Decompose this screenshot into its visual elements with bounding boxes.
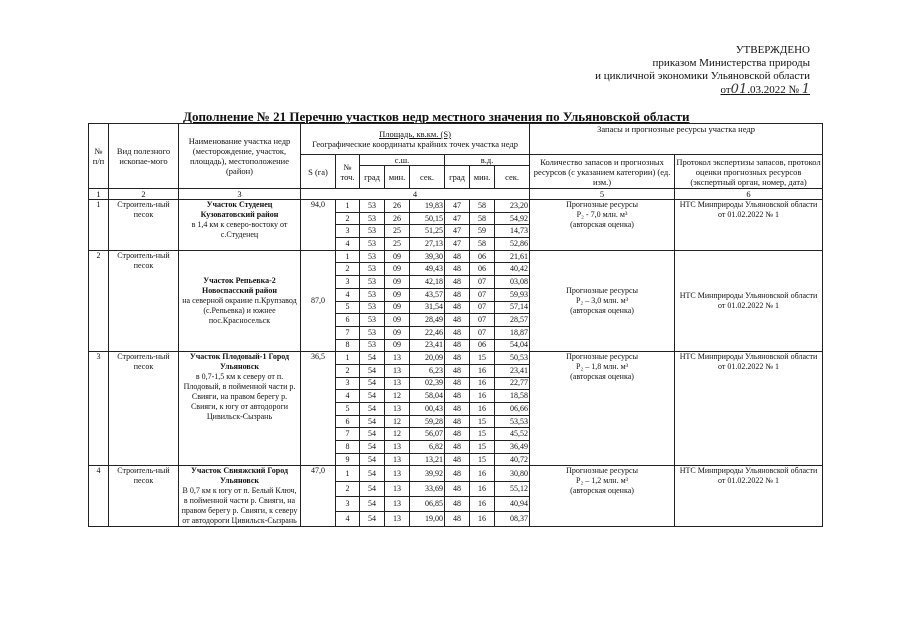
lon-deg: 48 <box>445 326 470 339</box>
lat-deg: 54 <box>360 377 385 390</box>
lon-deg: 48 <box>445 403 470 416</box>
mineral-type: Строитель-ный песок <box>109 352 179 466</box>
lon-sec: 40,42 <box>495 263 530 276</box>
lat-deg: 53 <box>360 326 385 339</box>
lon-min: 16 <box>470 512 495 527</box>
lat-sec: 42,18 <box>410 276 445 289</box>
lon-deg: 47 <box>445 212 470 225</box>
lon-deg: 47 <box>445 238 470 251</box>
point-num: 1 <box>336 200 360 213</box>
approval-date-prefix: от <box>720 84 731 96</box>
lat-sec: 6,23 <box>410 364 445 377</box>
point-num: 4 <box>336 512 360 527</box>
row-number: 1 <box>89 200 109 251</box>
lat-sec: 20,09 <box>410 352 445 365</box>
lat-deg: 54 <box>360 364 385 377</box>
point-num: 3 <box>336 225 360 238</box>
lon-sec: 50,53 <box>495 352 530 365</box>
lon-deg: 48 <box>445 453 470 466</box>
point-num: 4 <box>336 288 360 301</box>
point-num: 7 <box>336 326 360 339</box>
lat-deg: 54 <box>360 352 385 365</box>
lon-sec: 21,61 <box>495 250 530 263</box>
reserves-line2: P₂ – 1,8 млн. м³ <box>576 362 629 372</box>
expert-protocol: НТС Минприроды Ульяновской области от 01.02.2022 № 1 <box>675 250 823 352</box>
header-east-sec: сек. <box>495 166 530 189</box>
lon-sec: 59,93 <box>495 288 530 301</box>
point-num: 5 <box>336 301 360 314</box>
lon-deg: 48 <box>445 512 470 527</box>
approval-number: 1 <box>801 82 810 97</box>
point-num: 2 <box>336 481 360 496</box>
lat-deg: 53 <box>360 238 385 251</box>
site-title: Участок Репьевка-2 Новоспасский район <box>201 276 278 295</box>
lat-sec: 02,39 <box>410 377 445 390</box>
point-num: 3 <box>336 496 360 511</box>
lon-sec: 18,87 <box>495 326 530 339</box>
lon-sec: 40,72 <box>495 453 530 466</box>
lat-min: 09 <box>385 250 410 263</box>
lat-deg: 53 <box>360 301 385 314</box>
reserves-line1: Прогнозные ресурсы <box>566 352 638 362</box>
mineral-type: Строитель-ный песок <box>109 200 179 251</box>
table-row <box>89 466 823 481</box>
lat-deg: 54 <box>360 466 385 481</box>
lon-sec: 53,53 <box>495 415 530 428</box>
lon-sec: 36,49 <box>495 441 530 454</box>
lon-min: 07 <box>470 276 495 289</box>
lat-sec: 51,25 <box>410 225 445 238</box>
site-location: на северной окраине п.Крупзавод (с.Репьевка) и южнее пос.Красносельск <box>182 296 297 325</box>
header-name: Наименование участка недр (месторождение, участок, площадь), местоположение (район) <box>179 124 301 189</box>
lon-min: 07 <box>470 326 495 339</box>
lat-deg: 53 <box>360 250 385 263</box>
lon-deg: 48 <box>445 428 470 441</box>
point-num: 3 <box>336 377 360 390</box>
lat-deg: 54 <box>360 403 385 416</box>
site-name <box>179 466 301 527</box>
point-num: 9 <box>336 453 360 466</box>
lat-min: 13 <box>385 441 410 454</box>
lon-min: 16 <box>470 496 495 511</box>
lat-min: 13 <box>385 453 410 466</box>
lat-min: 13 <box>385 512 410 527</box>
lon-deg: 48 <box>445 466 470 481</box>
site-location: в 1,4 км к северо-востоку от с.Студенец <box>191 220 288 239</box>
col-number: 6 <box>675 189 823 200</box>
reserves-line2: P₂ - 7,0 млн. м³ <box>576 210 628 219</box>
reserves-line2: P₂ – 1,2 млн. м³ <box>576 476 629 486</box>
lon-deg: 48 <box>445 481 470 496</box>
lat-min: 09 <box>385 326 410 339</box>
lon-min: 07 <box>470 301 495 314</box>
lon-deg: 48 <box>445 390 470 403</box>
lat-min: 13 <box>385 496 410 511</box>
lat-sec: 27,13 <box>410 238 445 251</box>
lat-deg: 54 <box>360 453 385 466</box>
lat-sec: 50,15 <box>410 212 445 225</box>
lat-min: 09 <box>385 276 410 289</box>
lon-deg: 48 <box>445 415 470 428</box>
lat-deg: 54 <box>360 496 385 511</box>
reserves-line1: Прогнозные ресурсы <box>566 466 638 476</box>
lon-min: 15 <box>470 415 495 428</box>
header-north-min: мин. <box>385 166 410 189</box>
table-body <box>89 200 823 527</box>
lon-deg: 47 <box>445 200 470 213</box>
header-quantity: Количество запасов и прогнозных ресурсов (с указанием категории) (ед. изм.) <box>530 155 675 189</box>
lon-min: 06 <box>470 250 495 263</box>
reserves-quantity <box>530 466 675 527</box>
header-east-grad: град <box>445 166 470 189</box>
lon-deg: 48 <box>445 263 470 276</box>
point-num: 1 <box>336 250 360 263</box>
lon-sec: 18,58 <box>495 390 530 403</box>
reserves-line3: (авторская оценка) <box>570 306 634 315</box>
lon-min: 07 <box>470 288 495 301</box>
lat-deg: 54 <box>360 512 385 527</box>
header-type: Вид полезного ископае-мого <box>109 124 179 189</box>
lon-sec: 40,94 <box>495 496 530 511</box>
lat-deg: 53 <box>360 263 385 276</box>
table-row <box>89 250 823 263</box>
site-title: Участок Свияжский Город Ульяновск <box>190 466 289 486</box>
site-area: 47,0 <box>301 466 336 527</box>
header-north-grad: град <box>360 166 385 189</box>
lon-sec: 03,08 <box>495 276 530 289</box>
lat-min: 13 <box>385 377 410 390</box>
col-number: 5 <box>530 189 675 200</box>
lon-deg: 48 <box>445 314 470 327</box>
lat-sec: 19,00 <box>410 512 445 527</box>
site-area: 36,5 <box>301 352 336 466</box>
approval-date-rest: .03.2022 № <box>747 84 799 96</box>
approval-date-day: 01 <box>730 82 748 97</box>
lat-sec: 28,49 <box>410 314 445 327</box>
row-number: 2 <box>89 250 109 352</box>
lat-sec: 6,82 <box>410 441 445 454</box>
lat-min: 13 <box>385 466 410 481</box>
lon-deg: 48 <box>445 496 470 511</box>
page-title: Дополнение № 21 Перечню участков недр местного значения по Ульяновской области <box>183 109 690 124</box>
lat-deg: 53 <box>360 314 385 327</box>
reserves-line1: Прогнозные ресурсы <box>566 286 638 295</box>
row-number: 3 <box>89 352 109 466</box>
mineral-type: Строитель-ный песок <box>109 466 179 527</box>
lat-deg: 53 <box>360 276 385 289</box>
point-num: 6 <box>336 415 360 428</box>
site-area: 94,0 <box>301 200 336 251</box>
point-num: 4 <box>336 390 360 403</box>
approval-heading: УТВЕРЖДЕНО <box>735 44 810 56</box>
col-number: 1 <box>89 189 109 200</box>
lat-sec: 33,69 <box>410 481 445 496</box>
lat-min: 12 <box>385 390 410 403</box>
lat-min: 09 <box>385 263 410 276</box>
point-num: 5 <box>336 403 360 416</box>
lon-min: 06 <box>470 339 495 352</box>
header-area-title: Площадь, кв.км. (S) <box>379 129 451 139</box>
lat-min: 09 <box>385 301 410 314</box>
expert-protocol: НТС Минприроды Ульяновской области от 01.02.2022 № 1 <box>675 466 823 527</box>
lat-deg: 53 <box>360 212 385 225</box>
lat-deg: 53 <box>360 288 385 301</box>
reserves-line3: (авторская оценка) <box>570 220 634 229</box>
approval-date <box>595 83 810 97</box>
point-num: 3 <box>336 276 360 289</box>
lon-min: 16 <box>470 403 495 416</box>
lat-min: 25 <box>385 225 410 238</box>
approval-line-region: и цикличной экономики Ульяновской области <box>595 70 810 82</box>
lat-min: 26 <box>385 200 410 213</box>
header-reserves: Запасы и прогнозные ресурсы участка недр <box>530 124 823 155</box>
lat-sec: 31,54 <box>410 301 445 314</box>
lon-sec: 54,92 <box>495 212 530 225</box>
reserves-quantity <box>530 200 675 251</box>
lat-min: 12 <box>385 415 410 428</box>
lon-min: 15 <box>470 428 495 441</box>
lat-min: 26 <box>385 212 410 225</box>
table-row <box>89 352 823 365</box>
lat-deg: 54 <box>360 428 385 441</box>
lon-sec: 23,41 <box>495 364 530 377</box>
point-num: 2 <box>336 364 360 377</box>
lon-min: 15 <box>470 453 495 466</box>
col-number: 4 <box>301 189 530 200</box>
lon-min: 58 <box>470 238 495 251</box>
approval-line-ministry: приказом Министерства природы <box>652 57 810 69</box>
lon-deg: 48 <box>445 364 470 377</box>
lon-sec: 45,52 <box>495 428 530 441</box>
lat-min: 25 <box>385 238 410 251</box>
lat-deg: 54 <box>360 481 385 496</box>
lat-sec: 39,30 <box>410 250 445 263</box>
site-title: Участок Плодовый-1 Город Ульяновск <box>189 352 290 372</box>
lat-sec: 06,85 <box>410 496 445 511</box>
reserves-line2: P₂ – 3,0 млн. м³ <box>576 296 629 305</box>
lat-min: 13 <box>385 352 410 365</box>
site-location: В 0,7 км к югу от п. Белый Ключ, в пойменной части р. Свияги, на правом берегу р. Свияги, к северу от автодороги Цивильск-Сызрань <box>181 486 298 526</box>
lon-min: 58 <box>470 200 495 213</box>
lat-min: 09 <box>385 288 410 301</box>
lon-deg: 48 <box>445 441 470 454</box>
lon-min: 16 <box>470 466 495 481</box>
lat-min: 13 <box>385 481 410 496</box>
lat-sec: 49,43 <box>410 263 445 276</box>
lat-sec: 23,41 <box>410 339 445 352</box>
lon-deg: 48 <box>445 377 470 390</box>
site-location: в 0,7-1,5 км к северу от п. Плодовый, в пойменной части р. Свияги, на правом берегу р. Свияги, к югу от автодороги Цивильск-Сызрань <box>183 372 296 422</box>
lon-min: 06 <box>470 263 495 276</box>
lat-deg: 54 <box>360 415 385 428</box>
subsoil-table <box>88 123 823 527</box>
header-s-ga: S (га) <box>301 155 336 189</box>
lon-min: 15 <box>470 441 495 454</box>
row-number: 4 <box>89 466 109 527</box>
lon-min: 16 <box>470 390 495 403</box>
lon-sec: 23,20 <box>495 200 530 213</box>
table-header <box>89 124 823 200</box>
lat-sec: 13,21 <box>410 453 445 466</box>
point-num: 4 <box>336 238 360 251</box>
lon-sec: 30,80 <box>495 466 530 481</box>
point-num: 8 <box>336 339 360 352</box>
lon-deg: 48 <box>445 339 470 352</box>
lon-deg: 48 <box>445 352 470 365</box>
reserves-quantity <box>530 250 675 352</box>
expert-protocol: НТС Минприроды Ульяновской области от 01.02.2022 № 1 <box>675 200 823 251</box>
lat-sec: 43,57 <box>410 288 445 301</box>
lat-deg: 54 <box>360 390 385 403</box>
point-num: 2 <box>336 263 360 276</box>
table-row <box>89 200 823 213</box>
lat-sec: 59,28 <box>410 415 445 428</box>
header-coords-title: Географические координаты крайних точек участка недр <box>312 139 518 149</box>
lon-deg: 47 <box>445 225 470 238</box>
point-num: 1 <box>336 352 360 365</box>
header-area-coords <box>301 124 530 155</box>
approval-stamp <box>595 44 810 97</box>
reserves-line3: (авторская оценка) <box>570 486 634 496</box>
lon-sec: 57,14 <box>495 301 530 314</box>
lon-sec: 55,12 <box>495 481 530 496</box>
lon-sec: 22,77 <box>495 377 530 390</box>
lon-min: 59 <box>470 225 495 238</box>
lat-sec: 56,07 <box>410 428 445 441</box>
lon-sec: 14,73 <box>495 225 530 238</box>
header-east: в.д. <box>445 155 530 166</box>
lat-min: 13 <box>385 403 410 416</box>
col-number: 2 <box>109 189 179 200</box>
lon-min: 16 <box>470 481 495 496</box>
lat-deg: 53 <box>360 339 385 352</box>
point-num: 1 <box>336 466 360 481</box>
site-name <box>179 200 301 251</box>
lat-min: 12 <box>385 428 410 441</box>
lon-deg: 48 <box>445 276 470 289</box>
lon-deg: 48 <box>445 250 470 263</box>
lon-sec: 06,66 <box>495 403 530 416</box>
lat-deg: 53 <box>360 225 385 238</box>
reserves-line3: (авторская оценка) <box>570 372 634 382</box>
lon-deg: 48 <box>445 288 470 301</box>
lat-min: 09 <box>385 339 410 352</box>
reserves-quantity <box>530 352 675 466</box>
reserves-line1: Прогнозные ресурсы <box>566 200 638 209</box>
lat-sec: 58,04 <box>410 390 445 403</box>
header-point-num: № точ. <box>336 155 360 189</box>
lon-deg: 48 <box>445 301 470 314</box>
site-name <box>179 250 301 352</box>
header-num: № п/п <box>89 124 109 189</box>
lon-min: 07 <box>470 314 495 327</box>
point-num: 8 <box>336 441 360 454</box>
lat-sec: 22,46 <box>410 326 445 339</box>
lon-min: 15 <box>470 352 495 365</box>
expert-protocol: НТС Минприроды Ульяновской области от 01.02.2022 № 1 <box>675 352 823 466</box>
site-area: 87,0 <box>301 250 336 352</box>
header-north-sec: сек. <box>410 166 445 189</box>
point-num: 7 <box>336 428 360 441</box>
lat-deg: 54 <box>360 441 385 454</box>
lon-sec: 54,04 <box>495 339 530 352</box>
col-number: 3 <box>179 189 301 200</box>
header-protocol: Протокол экспертизы запасов, протокол оценки прогнозных ресурсов (экспертный орган, номер, дата) <box>676 156 821 187</box>
lat-sec: 19,83 <box>410 200 445 213</box>
lat-sec: 39,92 <box>410 466 445 481</box>
lon-min: 16 <box>470 364 495 377</box>
lat-min: 09 <box>385 314 410 327</box>
lat-sec: 00,43 <box>410 403 445 416</box>
lon-sec: 28,57 <box>495 314 530 327</box>
lon-sec: 08,37 <box>495 512 530 527</box>
mineral-type: Строитель-ный песок <box>109 250 179 352</box>
lon-min: 58 <box>470 212 495 225</box>
site-title: Участок Студенец Кузоватовский район <box>200 200 279 219</box>
lat-min: 13 <box>385 364 410 377</box>
lat-deg: 53 <box>360 200 385 213</box>
lon-min: 16 <box>470 377 495 390</box>
site-name <box>179 352 301 466</box>
header-east-min: мин. <box>470 166 495 189</box>
lon-sec: 52,86 <box>495 238 530 251</box>
point-num: 6 <box>336 314 360 327</box>
header-north: с.ш. <box>360 155 445 166</box>
point-num: 2 <box>336 212 360 225</box>
